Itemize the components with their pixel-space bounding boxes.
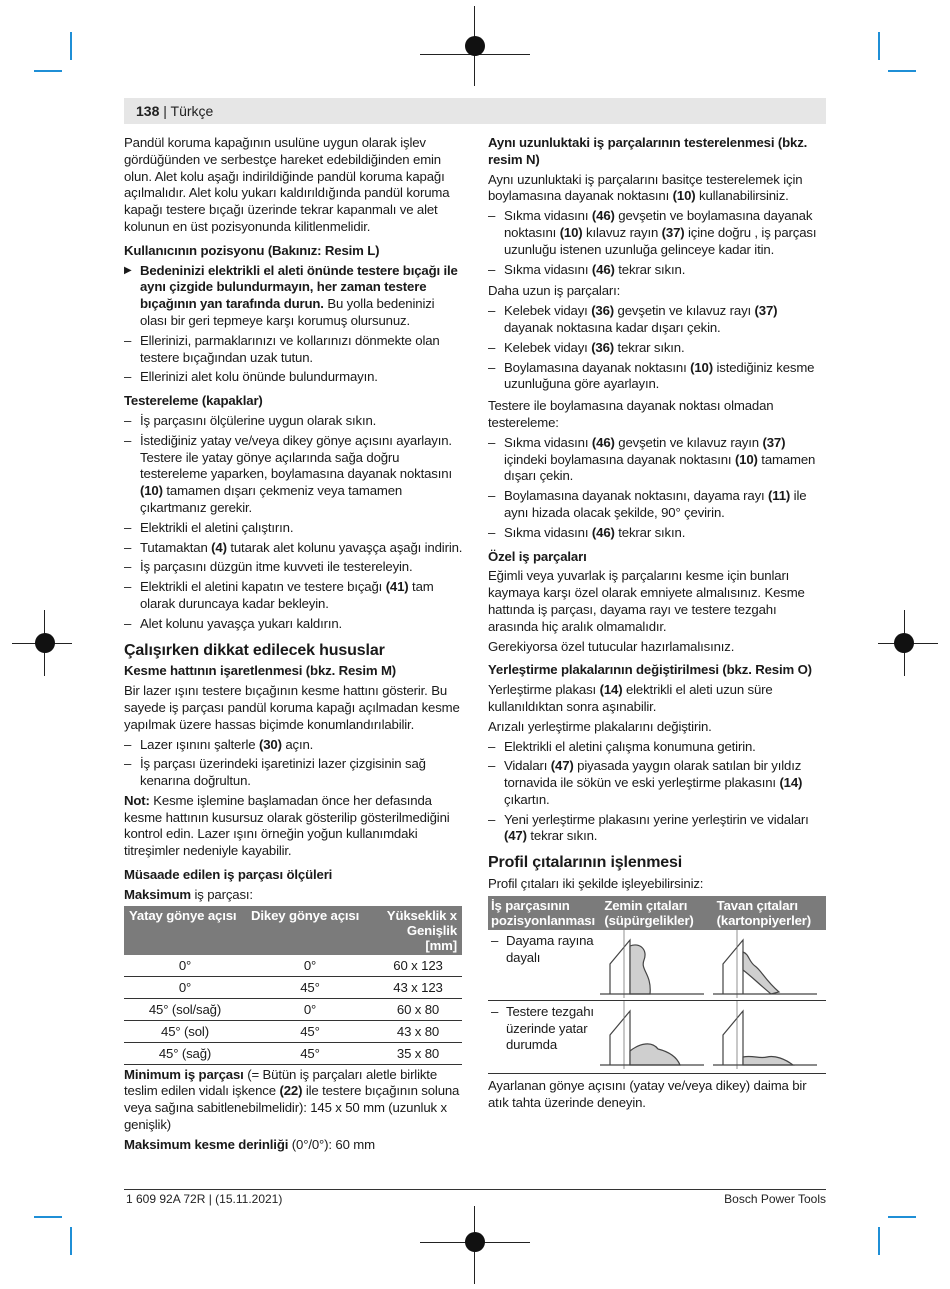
list-item: – İş parçası üzerindeki işaretinizi lazer çizgisinin sağ kenarına doğrultun. xyxy=(124,756,464,790)
profile-row-label: – Testere tezgahı üzerinde yatar durumda xyxy=(488,1001,596,1073)
table-header: Dikey gönye açısı xyxy=(246,906,374,955)
list-item: – Vidaları (47) piyasada yaygın olarak satılan bir yıldız tornavida ile sökün ve eski yerleştirme plakasını (14) çıkartın. xyxy=(488,758,826,808)
crop-mark xyxy=(34,70,62,72)
crop-mark xyxy=(878,1227,880,1255)
page-header xyxy=(136,103,213,119)
user-position-heading: Kullanıcının pozisyonu (Bakınız: Resim L) xyxy=(124,242,380,258)
table-row: 0° 45° 43 x 123 xyxy=(124,976,462,998)
intro-paragraph: Pandül koruma kapağının usulüne uygun olarak işlev gördüğünden ve serbestçe hareket edebildiğinden emin olun. Alet kolu aşağı indirildiğinde pandül koruma kapağı açılmalıdır. Alet kolu yukarı kaldırıldığında pandül koruma kapağı testere bıçağı üzerinde tekrar kapanmalı ve alet kolunun en üst pozisyonunda kilitlenmelidir. xyxy=(124,135,450,234)
crown-molding-against-fence-illustration xyxy=(709,930,822,1000)
table-row: 45° (sağ) 45° 35 x 80 xyxy=(124,1042,462,1064)
list-item: – Alet kolunu yavaşça yukarı kaldırın. xyxy=(124,616,464,633)
footer-divider xyxy=(124,1189,826,1190)
profile-intro: Profil çıtaları iki şekilde işleyebilirsiniz: xyxy=(488,876,704,892)
registration-dot xyxy=(465,36,485,56)
table-header: İş parçasının pozisyonlanması xyxy=(491,897,596,928)
special-heading: Özel iş parçaları xyxy=(488,548,587,564)
crop-mark xyxy=(70,32,72,60)
warning-item: ▶ Bedeninizi elektrikli el aleti önünde testere bıçağı ile aynı çizgide bulundurmayın, her zaman testere bıçağının yan tarafında durun. Bu yolla bedeninizi olası bir geri tepmeye karşı korumuş olursunuz. xyxy=(124,263,464,330)
registration-dot xyxy=(35,633,55,653)
list-item: – İstediğiniz yatay ve/veya dikey gönye açısını ayarlayın. Testere ile yatay gönye açılarında sağa doğru testereleme yaparken, boylamasına dayanak noktasını (10) tamamen dışarı çekmeniz veya tamamen çıkartmanız gerekir. xyxy=(124,433,464,517)
list-item: – Kelebek vidayı (36) tekrar sıkın. xyxy=(488,340,826,357)
list-item: – Sıkma vidasını (46) tekrar sıkın. xyxy=(488,525,826,542)
profile-table xyxy=(488,896,826,1074)
note-paragraph: Not: Kesme işlemine başlamadan önce her defasında kesme hattının kusursuz olarak gösterilip gösterilmediğini kontrol edin. Lazer ışını örneğin yoğun kullanımdaki titreşimler nedeniyle kayabilir. xyxy=(124,792,450,859)
header-bar xyxy=(124,98,826,124)
list-item: – Tutamaktan (4) tutarak alet kolunu yavaşça aşağı indirin. xyxy=(124,540,464,557)
list-item: – Sıkma vidasını (46) tekrar sıkın. xyxy=(488,262,826,279)
crop-mark xyxy=(34,1216,62,1218)
max-depth-paragraph: Maksimum kesme derinliği (0°/0°): 60 mm xyxy=(124,1136,375,1152)
max-label: Maksimum iş parçası: xyxy=(124,886,253,902)
list-item: – Ellerinizi, parmaklarınızı ve kollarınızı dönmekte olan testere bıçağından uzak tutun. xyxy=(124,333,464,367)
profile-note: Ayarlanan gönye açısını (yatay ve/veya dikey) daima bir atık tahta üzerinde deneyin. xyxy=(488,1077,807,1110)
list-item: – Elektrikli el aletini çalışma konumuna getirin. xyxy=(488,739,826,756)
profile-heading: Profil çıtalarının işlenmesi xyxy=(488,854,683,872)
crop-mark xyxy=(878,32,880,60)
crop-mark xyxy=(888,1216,916,1218)
list-item: – Sıkma vidasını (46) gevşetin ve boylamasına dayanak noktasını (10) kılavuz rayın (37) içine doğru , iş parçası uzunluğu istenen uzunluğa gelinceye kadar itin. xyxy=(488,208,826,258)
registration-dot xyxy=(894,633,914,653)
table-row: 45° (sol) 45° 43 x 80 xyxy=(124,1020,462,1042)
table-row: 0° 0° 60 x 123 xyxy=(124,955,462,977)
list-item: – Ellerinizi alet kolu önünde bulundurmayın. xyxy=(124,369,464,386)
table-row xyxy=(488,1001,826,1074)
same-length-heading: Aynı uzunluktaki iş parçalarının testerelenmesi (bkz. resim N) xyxy=(488,135,808,167)
insert-paragraph: Yerleştirme plakası (14) elektrikli el aleti uzun süre kullanıldıktan sonra aşınabilir. xyxy=(488,682,773,714)
baseboard-flat-on-table-illustration xyxy=(596,1001,709,1071)
cut-line-paragraph: Bir lazer ışını testere bıçağının kesme hattını gösterir. Bu sayede iş parçası pandül koruma kapağı açılmadan kesme yapılmak üzere hassas biçimde konumlandırılabilir. xyxy=(124,683,460,732)
section-heading: Çalışırken dikkat edilecek hususlar xyxy=(124,641,385,659)
longer-label: Daha uzun iş parçaları: xyxy=(488,283,621,299)
dimensions-table xyxy=(124,906,462,1065)
right-column xyxy=(488,135,826,1114)
crown-molding-flat-on-table-illustration xyxy=(709,1001,822,1071)
cut-line-heading: Kesme hattının işaretlenmesi (bkz. Resim M) xyxy=(124,663,397,679)
list-item: – İş parçasını düzgün itme kuvveti ile testereleyin. xyxy=(124,559,464,576)
table-header: Yatay gönye açısı xyxy=(124,906,246,955)
list-item: – Boylamasına dayanak noktasını, dayama rayı (11) ile aynı hizada olacak şekilde, 90° çevirin. xyxy=(488,488,826,522)
profile-table-header xyxy=(488,896,826,930)
list-item: – Elektrikli el aletini kapatın ve testere bıçağı (41) tam olarak duruncaya kadar bekleyin. xyxy=(124,579,464,613)
list-item: – İş parçasını ölçülerine uygun olarak sıkın. xyxy=(124,413,464,430)
header-separator: | xyxy=(163,103,167,119)
registration-dot xyxy=(465,1232,485,1252)
footer-brand: Bosch Power Tools xyxy=(724,1192,826,1206)
list-item: – Lazer ışınını şalterle (30) açın. xyxy=(124,737,464,754)
list-item: – Boylamasına dayanak noktasını (10) istediğiniz kesme uzunluğuna göre ayarlayın. xyxy=(488,360,826,394)
table-row: 45° (sol/sağ) 0° 60 x 80 xyxy=(124,998,462,1020)
left-column xyxy=(124,135,464,1157)
list-item: – Sıkma vidasını (46) gevşetin ve kılavuz rayın (37) içindeki boylamasına dayanak noktasını (10) tamamen dışarı çekin. xyxy=(488,435,826,485)
crop-mark xyxy=(70,1227,72,1255)
dimensions-heading: Müsaade edilen iş parçası ölçüleri xyxy=(124,867,333,883)
sawing-heading: Testereleme (kapaklar) xyxy=(124,393,263,409)
table-row xyxy=(488,930,826,1001)
list-item: – Elektrikli el aletini çalıştırın. xyxy=(124,520,464,537)
crop-mark xyxy=(888,70,916,72)
no-stop-label: Testere ile boylamasına dayanak noktası olmadan testereleme: xyxy=(488,398,774,430)
footer-document-id: 1 609 92A 72R | (15.11.2021) xyxy=(126,1192,283,1206)
special-paragraph: Eğimli veya yuvarlak iş parçalarını kesme için bunları kaymaya karşı özel olarak emniyete almalısınız. Kesme hattında iş parçası, dayama rayı ve testere tezgahı arasında hiç aralık olmamalıdır. xyxy=(488,568,805,634)
special-paragraph-2: Gerekiyorsa özel tutucular hazırlamalısınız. xyxy=(488,638,735,654)
header-language: Türkçe xyxy=(170,103,214,119)
profile-row-label: – Dayama rayına dayalı xyxy=(488,930,596,1000)
list-item: – Yeni yerleştirme plakasını yerine yerleştirin ve vidaları (47) tekrar sıkın. xyxy=(488,812,826,846)
same-length-paragraph: Aynı uzunluktaki iş parçalarını basitçe testerelemek için boylamasına dayanak noktasını (10) kullanabilirsiniz. xyxy=(488,171,803,204)
baseboard-against-fence-illustration xyxy=(596,930,709,1000)
insert-plate-heading: Yerleştirme plakalarının değiştirilmesi (bkz. Resim O) xyxy=(488,662,812,678)
table-header: Yükseklik x Genişlik [mm] xyxy=(374,906,462,955)
page-number: 138 xyxy=(136,103,160,119)
table-header: Tavan çıtaları (kartonpiyerler) xyxy=(716,897,811,928)
insert-paragraph-2: Arızalı yerleştirme plakalarını değiştirin. xyxy=(488,718,712,734)
list-item: – Kelebek vidayı (36) gevşetin ve kılavuz rayı (37) dayanak noktasına kadar dışarı çekin. xyxy=(488,303,826,337)
table-header: Zemin çıtaları (süpürgelikler) xyxy=(604,897,694,928)
min-workpiece-paragraph: Minimum iş parçası (= Bütün iş parçaları aletle birlikte teslim edilen vidalı işkence (22) ile testere bıçağının soluna veya sağına sabitlenebilmelidir): 145 x 50 mm (uzunluk x genişlik) xyxy=(124,1066,460,1133)
